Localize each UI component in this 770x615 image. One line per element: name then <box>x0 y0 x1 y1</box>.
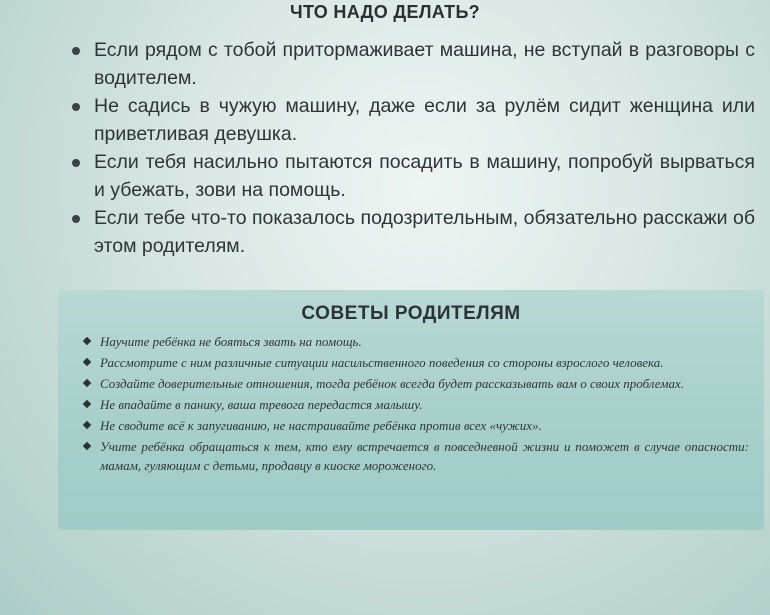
advice-list <box>84 332 749 477</box>
diamond-bullet-icon <box>83 400 91 408</box>
rule-item <box>70 36 755 92</box>
advice-text: Не впадайте в панику, ваша тревога передастся малышу. <box>100 397 423 412</box>
advice-item <box>84 416 749 435</box>
advice-text: Научите ребёнка не бояться звать на помощь. <box>100 334 362 349</box>
advice-item <box>84 395 749 414</box>
rule-item <box>70 148 755 204</box>
advice-text: Учите ребёнка обращаться к тем, кто ему встречается в повседневной жизни и поможет в случае опасности: мамам, гуляющим с детьми, продавцу в киоске мороженого. <box>100 439 749 473</box>
advice-item <box>84 437 749 475</box>
rule-text: Если тебя насильно пытаются посадить в машину, попробуй вырваться и убежать, зови на помощь. <box>94 151 755 201</box>
advice-item <box>84 353 749 372</box>
diamond-bullet-icon <box>83 337 91 345</box>
rule-item <box>70 204 755 260</box>
advice-title: СОВЕТЫ РОДИТЕЛЯМ <box>301 303 521 324</box>
parent-advice-box <box>58 290 764 530</box>
diamond-bullet-icon <box>83 421 91 429</box>
diamond-bullet-icon <box>83 379 91 387</box>
page-title: ЧТО НАДО ДЕЛАТЬ? <box>290 2 480 22</box>
diamond-bullet-icon <box>83 358 91 366</box>
safety-rules-list <box>70 36 755 260</box>
rule-text: Если тебе что-то показалось подозрительным, обязательно расскажи об этом родителям. <box>94 207 755 257</box>
diamond-bullet-icon <box>83 442 91 450</box>
bullet-icon <box>72 215 80 223</box>
advice-item <box>84 374 749 393</box>
bullet-icon <box>72 47 80 55</box>
advice-text: Рассмотрите с ним различные ситуации насильственного поведения со стороны взрослого человека. <box>100 355 664 370</box>
advice-text: Создайте доверительные отношения, тогда ребёнок всегда будет рассказывать вам о своих проблемах. <box>100 376 685 391</box>
rule-text: Не садись в чужую машину, даже если за рулём сидит женщина или приветливая девушка. <box>94 95 755 145</box>
bullet-icon <box>72 159 80 167</box>
rule-text: Если рядом с тобой притормаживает машина, не вступай в разговоры с водителем. <box>94 39 755 89</box>
advice-item <box>84 332 749 351</box>
rule-item <box>70 92 755 148</box>
advice-text: Не сводите всё к запугиванию, не настраивайте ребёнка против всех «чужих». <box>100 418 542 433</box>
bullet-icon <box>72 103 80 111</box>
